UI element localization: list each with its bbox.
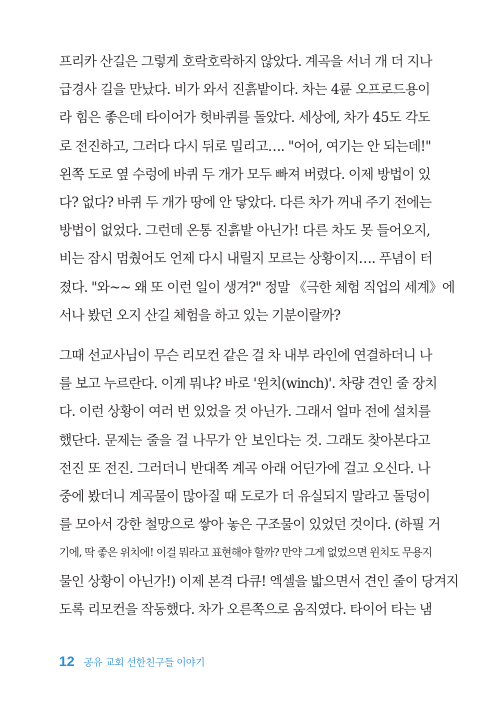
- text-line: 중에 봤더니 계곡물이 많아질 때 도로가 더 유실되지 말라고 돌덩이: [59, 489, 430, 506]
- text-line: 다? 없다? 바퀴 두 개가 땅에 안 닿았다. 다른 차가 꺼내 주기 전에는: [59, 195, 432, 212]
- body-paragraph-2: [59, 342, 459, 624]
- text-line: 기에, 딱 좋은 위치에! 이걸 뭐라고 표현해야 할까? 만약 그게 없었으면 윈치도 무용지: [59, 546, 432, 560]
- text-line: 로 전진하고, 그러다 다시 뒤로 밀리고…. "어어, 여기는 안 되는데!": [59, 138, 431, 155]
- text-line: 비는 잠시 멈췄어도 언제 다시 내릴지 모르는 상황이지…. 푸념이 터: [59, 251, 433, 268]
- text-line: 프리카 산길은 그렇게 호락호락하지 않았다. 계곡을 서너 개 더 지나: [59, 54, 432, 70]
- text-line: 전진 또 전진. 그러더니 반대쪽 계곡 아래 어딘가에 걸고 오신다. 나: [59, 460, 430, 477]
- text-line: 했단다. 문제는 줄을 걸 나무가 안 보인다는 것. 그래도 찾아본다고: [59, 432, 430, 449]
- text-line: 그때 선교사님이 무슨 리모컨 같은 걸 차 내부 라인에 연결하더니 나: [59, 348, 432, 364]
- running-title: 공유 교회 선한친구들 이야기: [83, 658, 205, 669]
- text-line: 급경사 길을 만났다. 비가 와서 진흙밭이다. 차는 4륜 오프로드용이: [59, 82, 430, 99]
- text-line: 서나 봤던 오지 산길 체험을 하고 있는 기분이랄까?: [59, 307, 341, 324]
- text-line: 졌다. "와~~ 왜 또 이런 일이 생겨?" 정말 《극한 체험 직업의 세계》에: [59, 279, 455, 296]
- text-line: 를 모아서 강한 철망으로 쌓아 놓은 구조물이 있었던 것이다. (하필 거: [59, 517, 441, 534]
- body-paragraph-1: [59, 48, 455, 330]
- text-line: 방법이 없었다. 그런데 온통 진흙밭 아닌가! 다른 차도 못 들어오지,: [59, 223, 430, 240]
- text-line: 를 보고 누르란다. 이게 뭐냐? 바로 '윈치(winch)'. 차량 견인 줄 장치: [59, 376, 438, 393]
- text-line: 도록 리모컨을 작동했다. 차가 오른쪽으로 움직였다. 타이어 타는 냄: [59, 601, 432, 618]
- text-line: 라 힘은 좋은데 타이어가 헛바퀴를 돌았다. 세상에, 차가 45도 각도: [59, 110, 430, 127]
- text-line: 왼쪽 도로 옆 수렁에 바퀴 두 개가 모두 빠져 버렸다. 이제 방법이 있: [59, 166, 431, 183]
- page-number: 12: [59, 653, 75, 669]
- page-footer: [59, 653, 205, 671]
- text-line: 다. 이런 상황이 여러 번 있었을 것 아닌가. 그래서 얼마 전에 설치를: [59, 404, 431, 421]
- text-line: 물인 상황이 아닌가!) 이제 본격 다큐! 엑셀을 밟으면서 견인 줄이 당겨지: [59, 573, 459, 590]
